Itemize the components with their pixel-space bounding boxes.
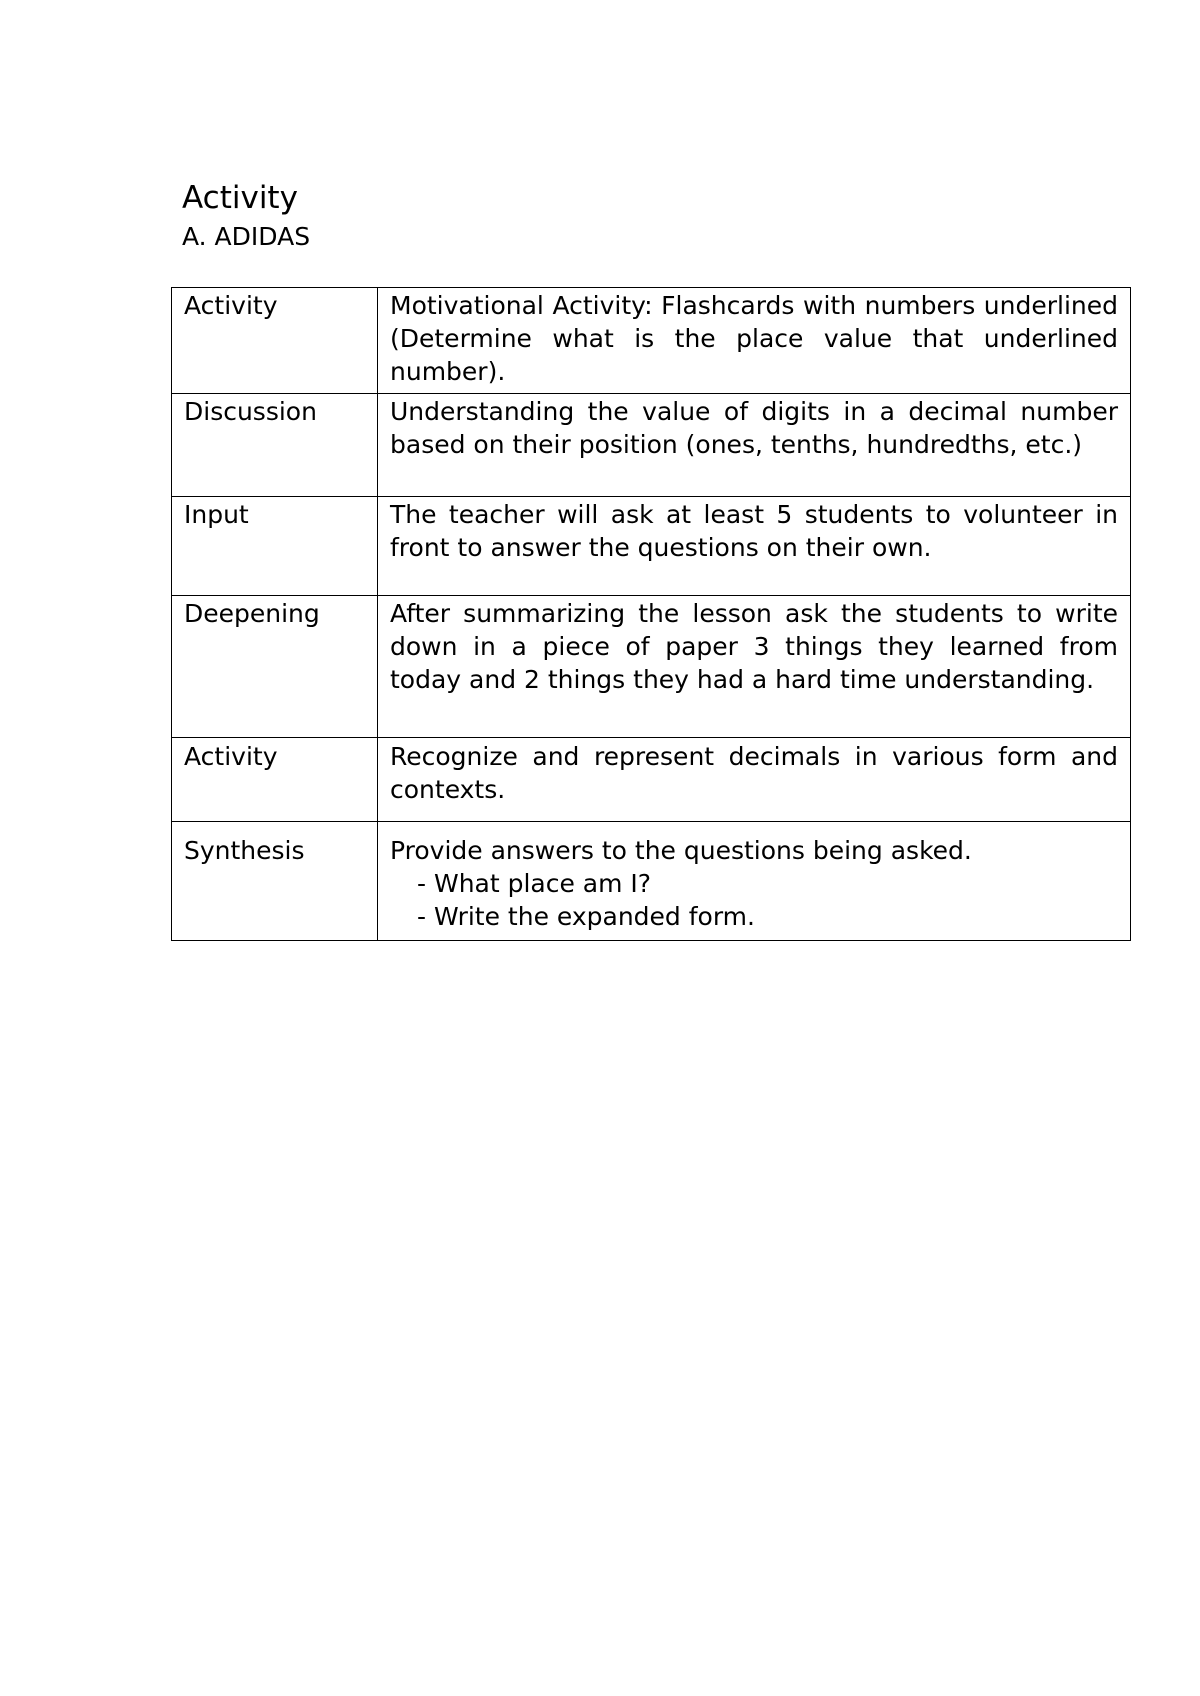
row-label: Discussion: [172, 394, 378, 497]
list-item: - Write the expanded form.: [417, 900, 1118, 933]
synthesis-intro: Provide answers to the questions being asked.: [390, 836, 972, 865]
row-label: Activity: [172, 738, 378, 822]
table-row: [172, 497, 1131, 596]
row-content: Motivational Activity: Flashcards with numbers underlined (Determine what is the place value that underlined number).: [378, 288, 1131, 394]
table-row: [172, 738, 1131, 822]
table-row: [172, 288, 1131, 394]
row-label: Activity: [172, 288, 378, 394]
row-label: Synthesis: [172, 822, 378, 941]
synthesis-question-list: [390, 867, 1118, 933]
row-content-synthesis: [378, 822, 1131, 941]
section-heading: A. ADIDAS: [182, 222, 311, 251]
row-content: Understanding the value of digits in a decimal number based on their position (ones, tenths, hundredths, etc.): [378, 394, 1131, 497]
lesson-plan-table: [171, 287, 1131, 941]
row-label: Deepening: [172, 596, 378, 738]
row-content: Recognize and represent decimals in various form and contexts.: [378, 738, 1131, 822]
row-label: Input: [172, 497, 378, 596]
row-content: After summarizing the lesson ask the students to write down in a piece of paper 3 things they learned from today and 2 things they had a hard time understanding.: [378, 596, 1131, 738]
table-row: [172, 596, 1131, 738]
table-row: [172, 822, 1131, 941]
row-content: The teacher will ask at least 5 students to volunteer in front to answer the questions on their own.: [378, 497, 1131, 596]
table-row: [172, 394, 1131, 497]
page-title: Activity: [182, 180, 298, 216]
list-item: - What place am I?: [417, 867, 1118, 900]
